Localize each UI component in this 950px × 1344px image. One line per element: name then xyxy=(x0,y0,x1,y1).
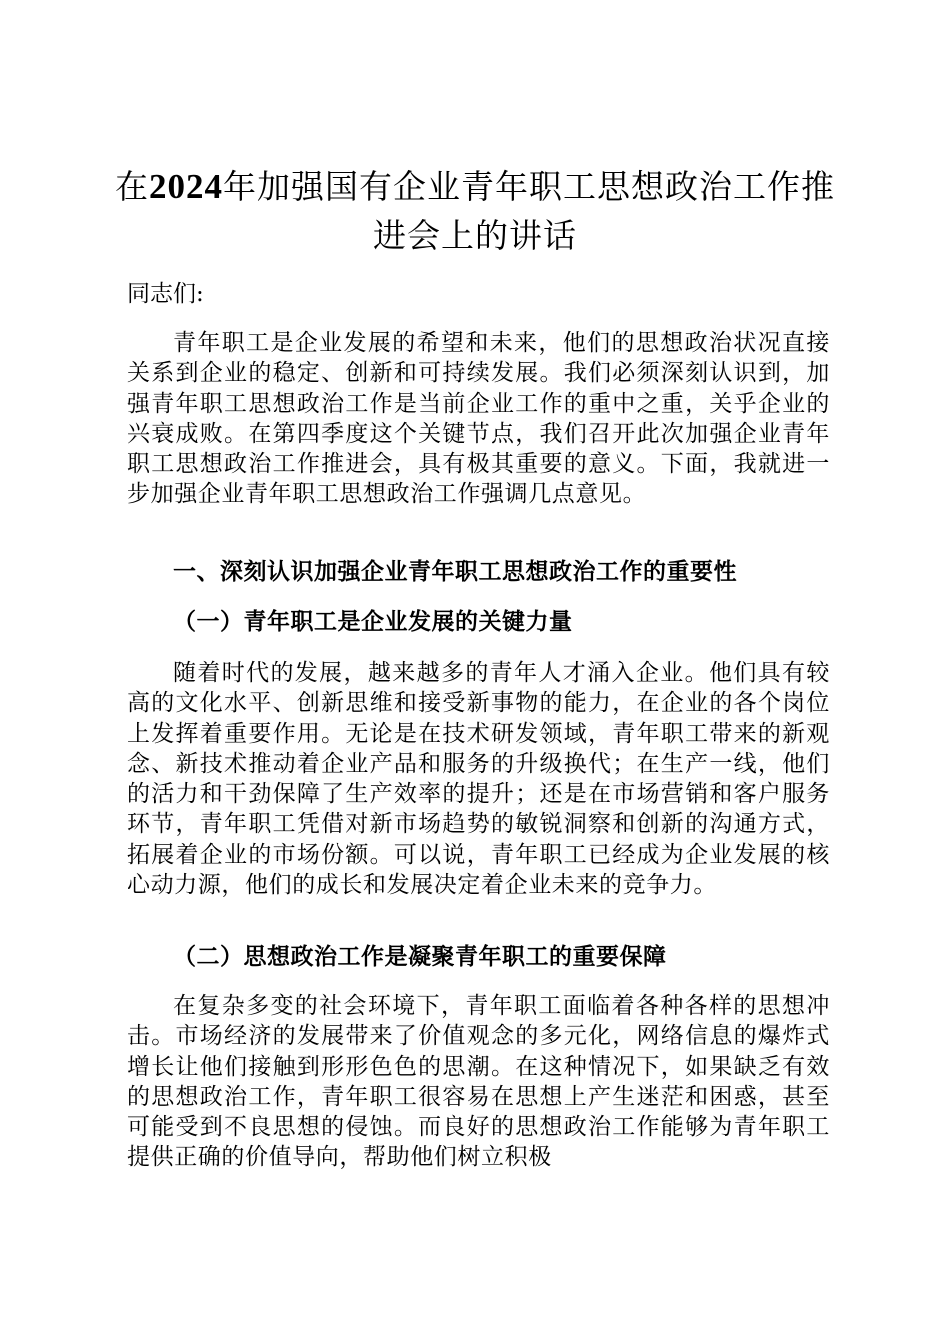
title-suffix: 年加强国有企业青年职工思想政治工作推进会上的讲话 xyxy=(223,167,835,255)
title-year: 2024 xyxy=(149,167,223,206)
subsection-heading-2: （二）思想政治工作是凝聚青年职工的重要保障 xyxy=(173,944,667,970)
intro-paragraph: 青年职工是企业发展的希望和未来，他们的思想政治状况直接关系到企业的稳定、创新和可持续发展。我们必须深刻认识到，加强青年职工思想政治工作是当前企业工作的重中之重，关乎企业的兴衰成败。在第四季度这个关键节点，我们召开此次加强企业青年职工思想政治工作推进会，具有极其重要的意义。下面，我就进一步加强企业青年职工思想政治工作强调几点意见。 xyxy=(127,330,830,508)
subsection-1-paragraph: 随着时代的发展，越来越多的青年人才涌入企业。他们具有较高的文化水平、创新思维和接受新事物的能力，在企业的各个岗位上发挥着重要作用。无论是在技术研发领域，青年职工带来的新观念、新技术推动着企业产品和服务的升级换代；在生产一线，他们的活力和干劲保障了生产效率的提升；还是在市场营销和客户服务环节，青年职工凭借对新市场趋势的敏锐洞察和创新的沟通方式，拓展着企业的市场份额。可以说，青年职工已经成为企业发展的核心动力源，他们的成长和发展决定着企业未来的竞争力。 xyxy=(127,660,830,899)
salutation: 同志们: xyxy=(127,281,204,307)
document-title xyxy=(110,162,840,260)
section-heading-1: 一、深刻认识加强企业青年职工思想政治工作的重要性 xyxy=(173,559,737,585)
subsection-2-paragraph: 在复杂多变的社会环境下，青年职工面临着各种各样的思想冲击。市场经济的发展带来了价值观念的多元化，网络信息的爆炸式增长让他们接触到形形色色的思潮。在这种情况下，如果缺乏有效的思想政治工作，青年职工很容易在思想上产生迷茫和困惑，甚至可能受到不良思想的侵蚀。而良好的思想政治工作能够为青年职工提供正确的价值导向，帮助他们树立积极 xyxy=(127,993,830,1171)
subsection-heading-1: （一）青年职工是企业发展的关键力量 xyxy=(173,609,573,635)
title-prefix: 在 xyxy=(115,167,149,206)
